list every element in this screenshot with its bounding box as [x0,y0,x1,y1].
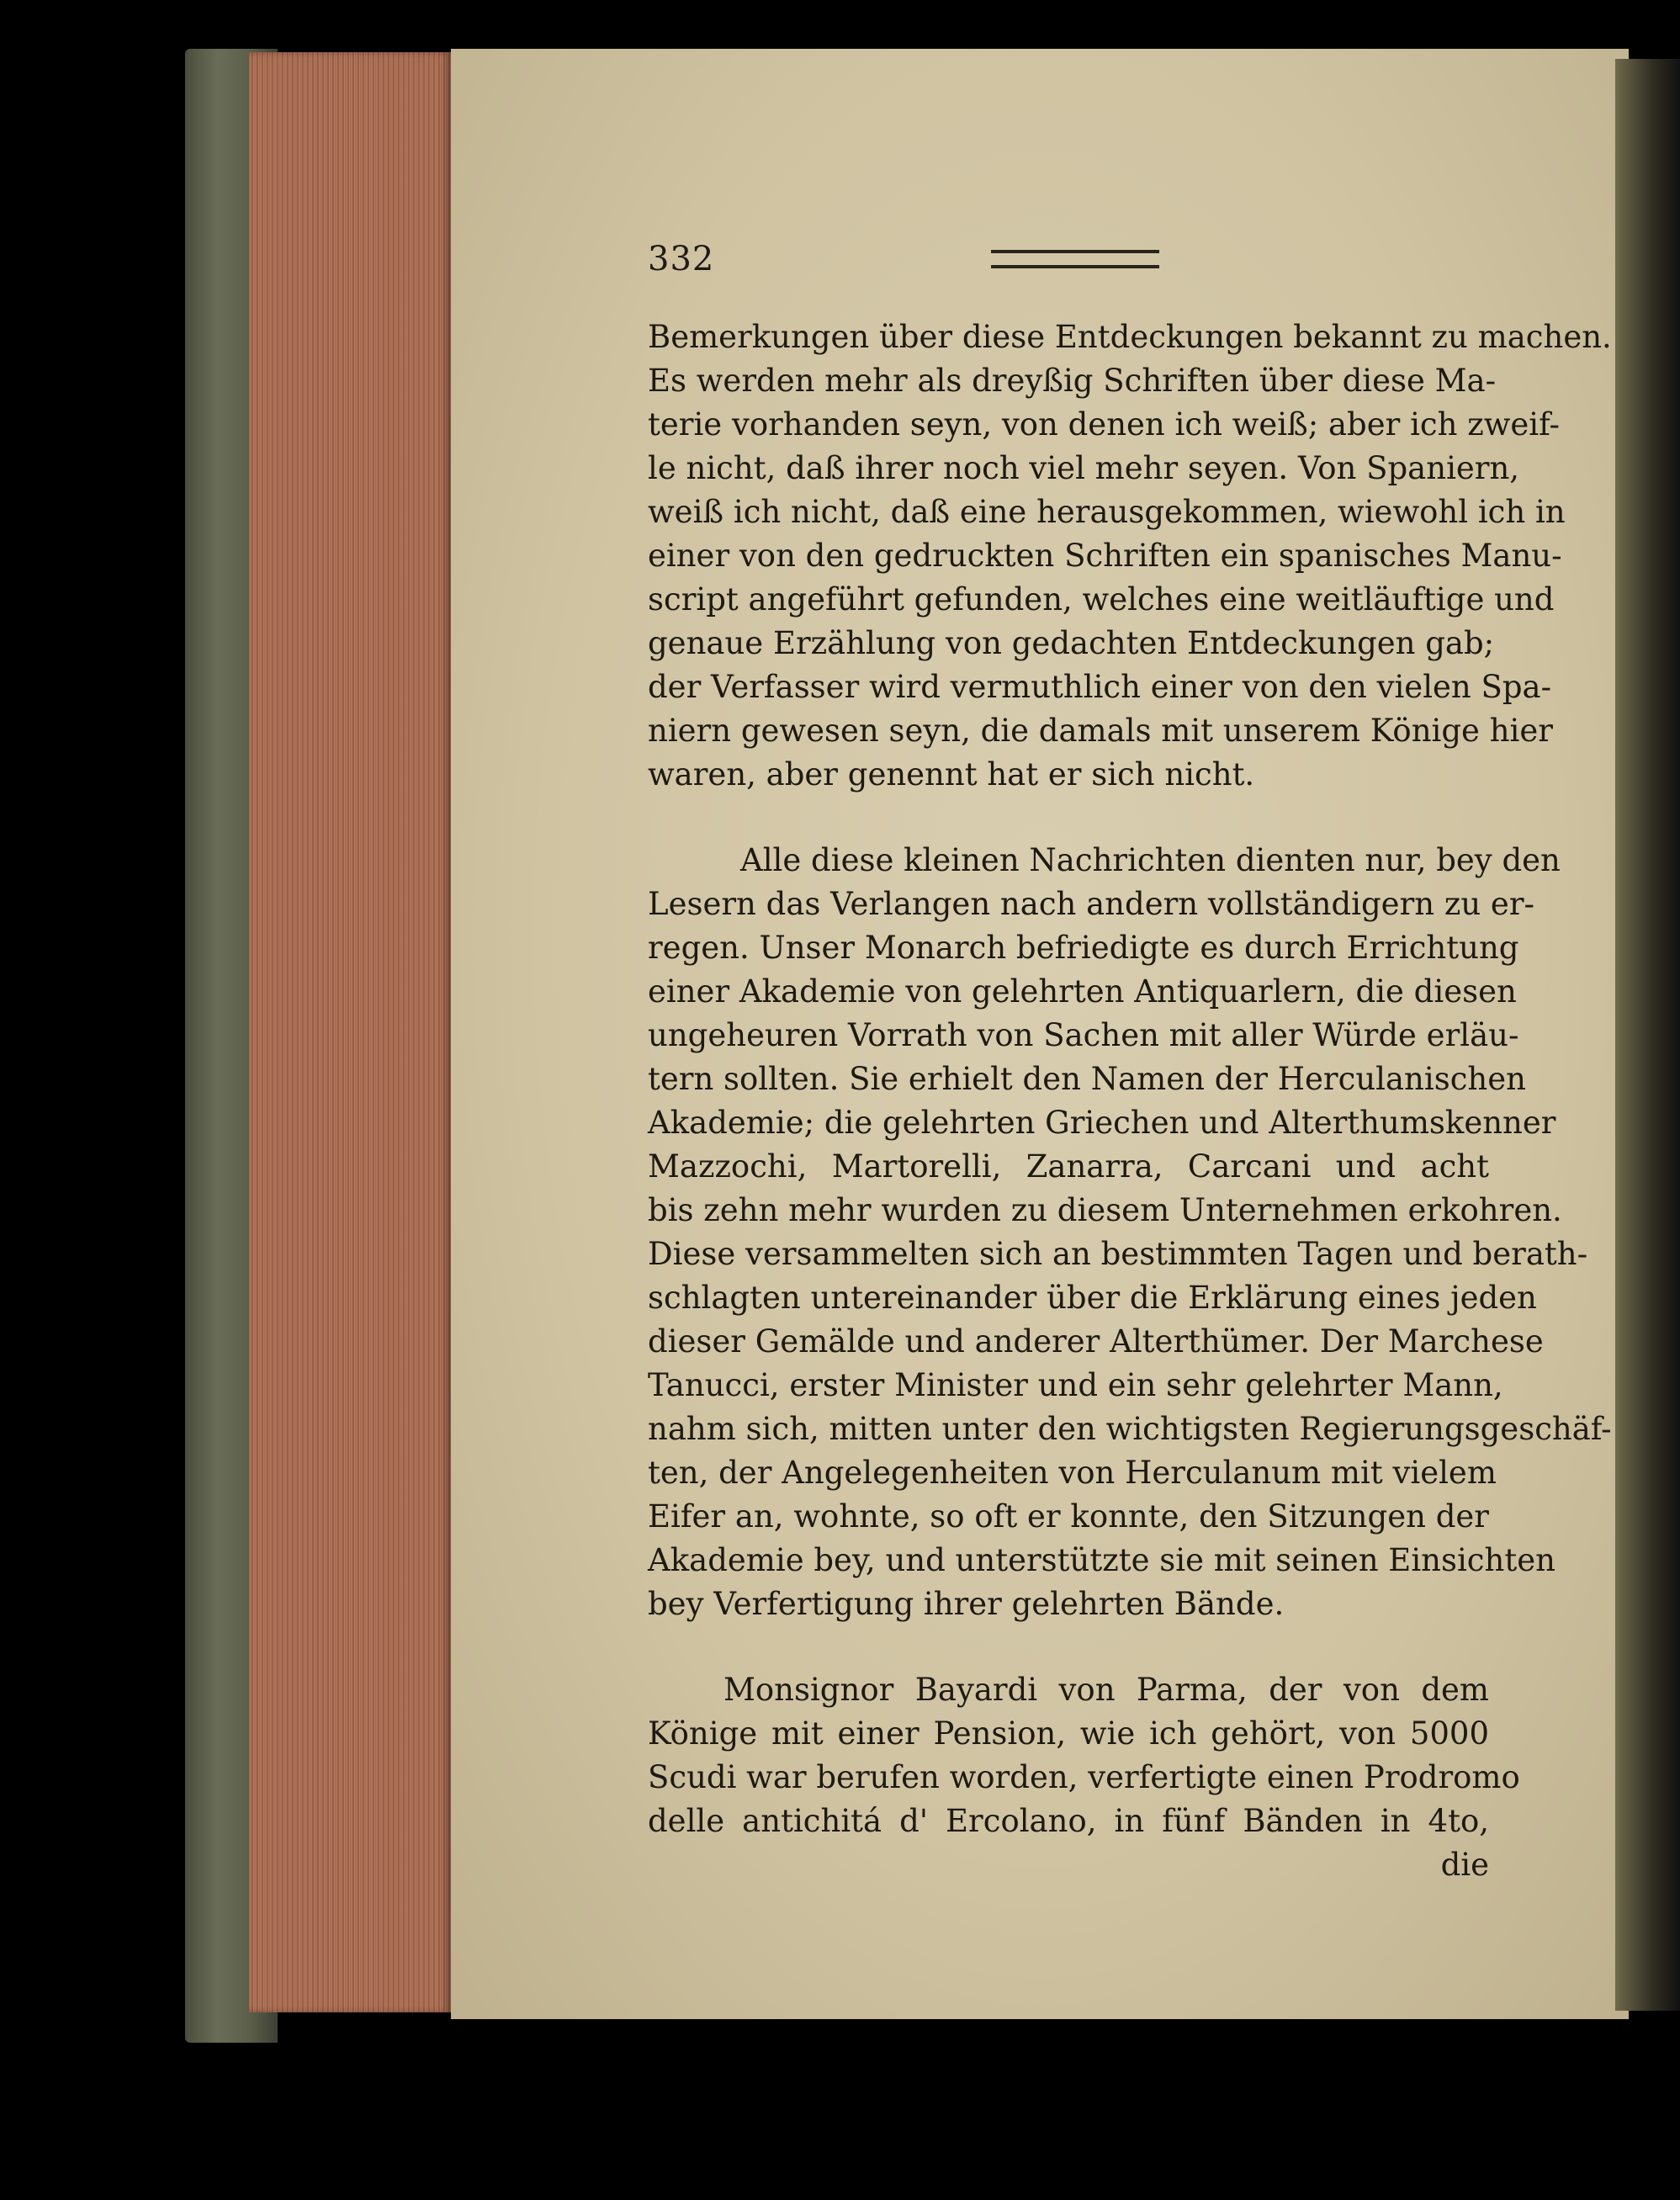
text-line: regen. Unser Monarch befriedigte es durch Errichtung [648,930,1519,966]
paragraph [648,839,1612,1626]
text-line: Scudi war berufen worden, verfertigte einen Prodromo [648,1759,1520,1795]
text-line: einer Akademie von gelehrten Antiquarlern, die diesen [648,973,1517,1010]
text-line: Tanucci, erster Minister und ein sehr gelehrter Mann, [648,1367,1503,1403]
text-line: waren, aber genennt hat er sich nicht. [648,756,1255,793]
text-line: einer von den gedruckten Schriften ein spanisches Manu- [648,538,1562,574]
header-rule [991,250,1159,268]
page-header [648,240,1489,290]
text-line: tern sollten. Sie erhielt den Namen der Herculanischen [648,1061,1526,1097]
text-line: ten, der Angelegenheiten von Herculanum mit vielem [648,1455,1497,1491]
book-gutter [1615,59,1680,2011]
catchword: die [1440,1847,1489,1883]
text-line: bis zehn mehr wurden zu diesem Unternehmen erkohren. [648,1192,1562,1228]
text-line: schlagten untereinander über die Erklärung eines jeden [648,1280,1537,1316]
text-line: Es werden mehr als dreyßig Schriften über diese Ma- [648,363,1497,399]
text-line: delle antichitá d' Ercolano, in fünf Bänden in 4to, [648,1803,1489,1839]
text-line: terie vorhanden seyn, von denen ich weiß; aber ich zweif- [648,406,1561,443]
text-line: Könige mit einer Pension, wie ich gehört, von 5000 [648,1715,1489,1752]
text-line: le nicht, daß ihrer noch viel mehr seyen. Von Spaniern, [648,450,1520,486]
text-line: bey Verfertigung ihrer gelehrten Bände. [648,1586,1285,1622]
text-line: Lesern das Verlangen nach andern vollständigern zu er- [648,886,1535,922]
text-line: Eifer an, wohnte, so oft er konnte, den Sitzungen der [648,1498,1489,1535]
text-line: script angeführt gefunden, welches eine weitläuftige und [648,581,1555,618]
paragraph-gap [648,797,1489,839]
text-line: weiß ich nicht, daß eine herausgekommen, wiewohl ich in [648,494,1566,530]
text-line: Alle diese kleinen Nachrichten dienten nur, bey den [740,842,1561,878]
text-line: Akademie bey, und unterstützte sie mit seinen Einsichten [648,1542,1555,1578]
text-line: genaue Erzählung von gedachten Entdeckungen gab; [648,625,1495,661]
body-text [648,315,1612,1887]
text-line: Monsignor Bayardi von Parma, der von dem [723,1672,1489,1708]
text-line: Diese versammelten sich an bestimmten Tagen und berath- [648,1236,1588,1272]
text-line: ungeheuren Vorrath von Sachen mit aller Würde erläu- [648,1017,1519,1053]
paragraph-gap [648,1626,1489,1668]
page-number: 332 [648,240,715,278]
page-edges [249,52,451,2012]
text-line: Bemerkungen über diese Entdeckungen bekannt zu machen. [648,319,1612,355]
text-line: dieser Gemälde und anderer Alterthümer. Der Marchese [648,1323,1544,1360]
text-line: Mazzochi, Martorelli, Zanarra, Carcani und acht [648,1148,1489,1185]
text-line: der Verfasser wird vermuthlich einer von den vielen Spa- [648,669,1552,705]
text-line: niern gewesen seyn, die damals mit unserem Könige hier [648,713,1553,749]
paragraph [648,1668,1520,1887]
text-line: nahm sich, mitten unter den wichtigsten Regierungsgeschäf- [648,1411,1612,1447]
text-line: Akademie; die gelehrten Griechen und Alterthumskenner [648,1105,1556,1141]
paragraph [648,315,1612,797]
